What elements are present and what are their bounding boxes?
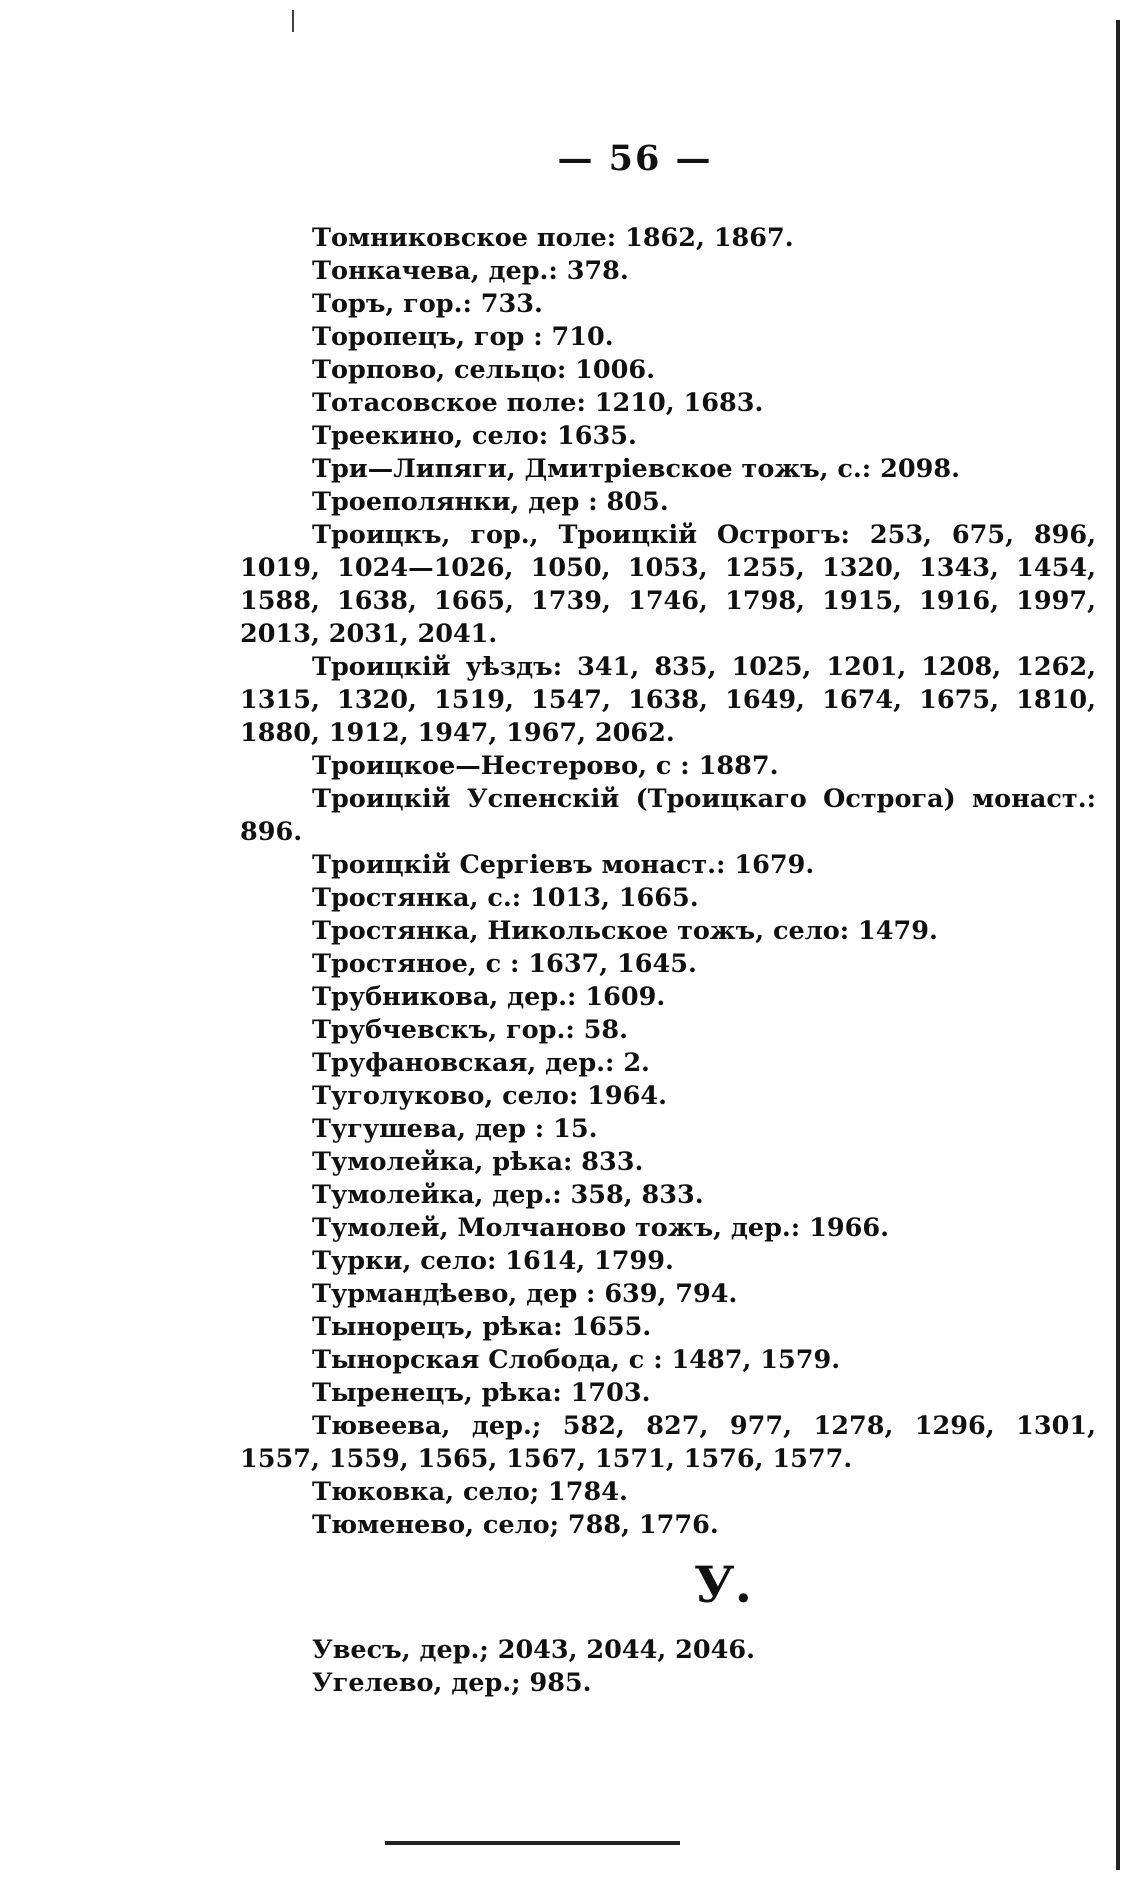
index-entry: Туголуково, село: 1964. xyxy=(312,1081,668,1111)
index-entry: Тонкачева, дер.: 378. xyxy=(312,256,629,286)
page-number: — 56 — xyxy=(557,138,713,179)
bottom-rule xyxy=(385,1841,680,1845)
index-entry: Тюменево, село; 788, 1776. xyxy=(312,1510,719,1540)
index-entry: Три—Липяги, Дмитріевское тожъ, с.: 2098. xyxy=(312,454,960,484)
index-text xyxy=(240,222,1096,1700)
index-entry: Тростянка, Никольское тожъ, село: 1479. xyxy=(312,916,938,946)
index-entry: Торопецъ, гор : 710. xyxy=(312,322,614,352)
index-entry: Тумолейка, дер.: 358, 833. xyxy=(312,1180,704,1210)
index-entry: Турки, село: 1614, 1799. xyxy=(312,1246,674,1276)
index-entry: Тыренецъ, рѣка: 1703. xyxy=(312,1378,651,1408)
index-entry: Троицкій уѣздъ: 341, 835, 1025, 1201, 1208, 1262, 1315, 1320, 1519, 1547, 1638, 1649, 1674, 1675, 1810, 1880, 1912, 1947, 1967, 2062. xyxy=(240,652,1096,748)
index-entry: Тотасовское поле: 1210, 1683. xyxy=(312,388,764,418)
scan-mark xyxy=(292,10,294,32)
index-entry: Торъ, гор.: 733. xyxy=(312,289,543,319)
index-entry: Треекино, село: 1635. xyxy=(312,421,637,451)
index-entry: Турмандѣево, дер : 639, 794. xyxy=(312,1279,738,1309)
index-entry: Угелево, дер.; 985. xyxy=(312,1668,592,1698)
index-entry: Увесъ, дер.; 2043, 2044, 2046. xyxy=(312,1635,756,1665)
index-entry: Тумолейка, рѣка: 833. xyxy=(312,1147,644,1177)
index-entry: Тростянка, с.: 1013, 1665. xyxy=(312,883,699,913)
index-entry: Троицкій Сергіевъ монаст.: 1679. xyxy=(312,850,815,880)
index-entry: Торпово, сельцо: 1006. xyxy=(312,355,655,385)
index-section-u xyxy=(240,1634,1096,1700)
index-entry: Тугушева, дер : 15. xyxy=(312,1114,598,1144)
index-entry: Трубчевскъ, гор.: 58. xyxy=(312,1015,628,1045)
index-entry: Тюковка, село; 1784. xyxy=(312,1477,628,1507)
index-entry: Троицкій Успенскій (Троицкаго Острога) монаст.: 896. xyxy=(240,784,1096,847)
index-entry: Труфановская, дер.: 2. xyxy=(312,1048,650,1078)
index-entry: Тумолей, Молчаново тожъ, дер.: 1966. xyxy=(312,1213,889,1243)
index-entry: Тростяное, с : 1637, 1645. xyxy=(312,949,697,979)
index-entry: Троицкъ, гор., Троицкій Острогъ: 253, 675, 896, 1019, 1024—1026, 1050, 1053, 1255, 1320, 1343, 1454, 1588, 1638, 1665, 1739, 1746, 1798, 1915, 1916, 1997, 2013, 2031, 2041. xyxy=(240,520,1096,649)
index-entry: Томниковское поле: 1862, 1867. xyxy=(312,223,794,253)
index-entry: Троицкое—Нестерово, с : 1887. xyxy=(312,751,779,781)
index-entry: Тынорская Слобода, с : 1487, 1579. xyxy=(312,1345,841,1375)
index-entry: Трубникова, дер.: 1609. xyxy=(312,982,666,1012)
page-edge-line xyxy=(1116,20,1120,1870)
section-heading: У. xyxy=(694,1555,752,1614)
index-entry: Тювеева, дер.; 582, 827, 977, 1278, 1296, 1301, 1557, 1559, 1565, 1567, 1571, 1576, 1577. xyxy=(240,1411,1096,1474)
index-entry: Троеполянки, дер : 805. xyxy=(312,487,669,517)
index-section-t xyxy=(240,222,1096,1542)
index-entry: Тынорецъ, рѣка: 1655. xyxy=(312,1312,652,1342)
